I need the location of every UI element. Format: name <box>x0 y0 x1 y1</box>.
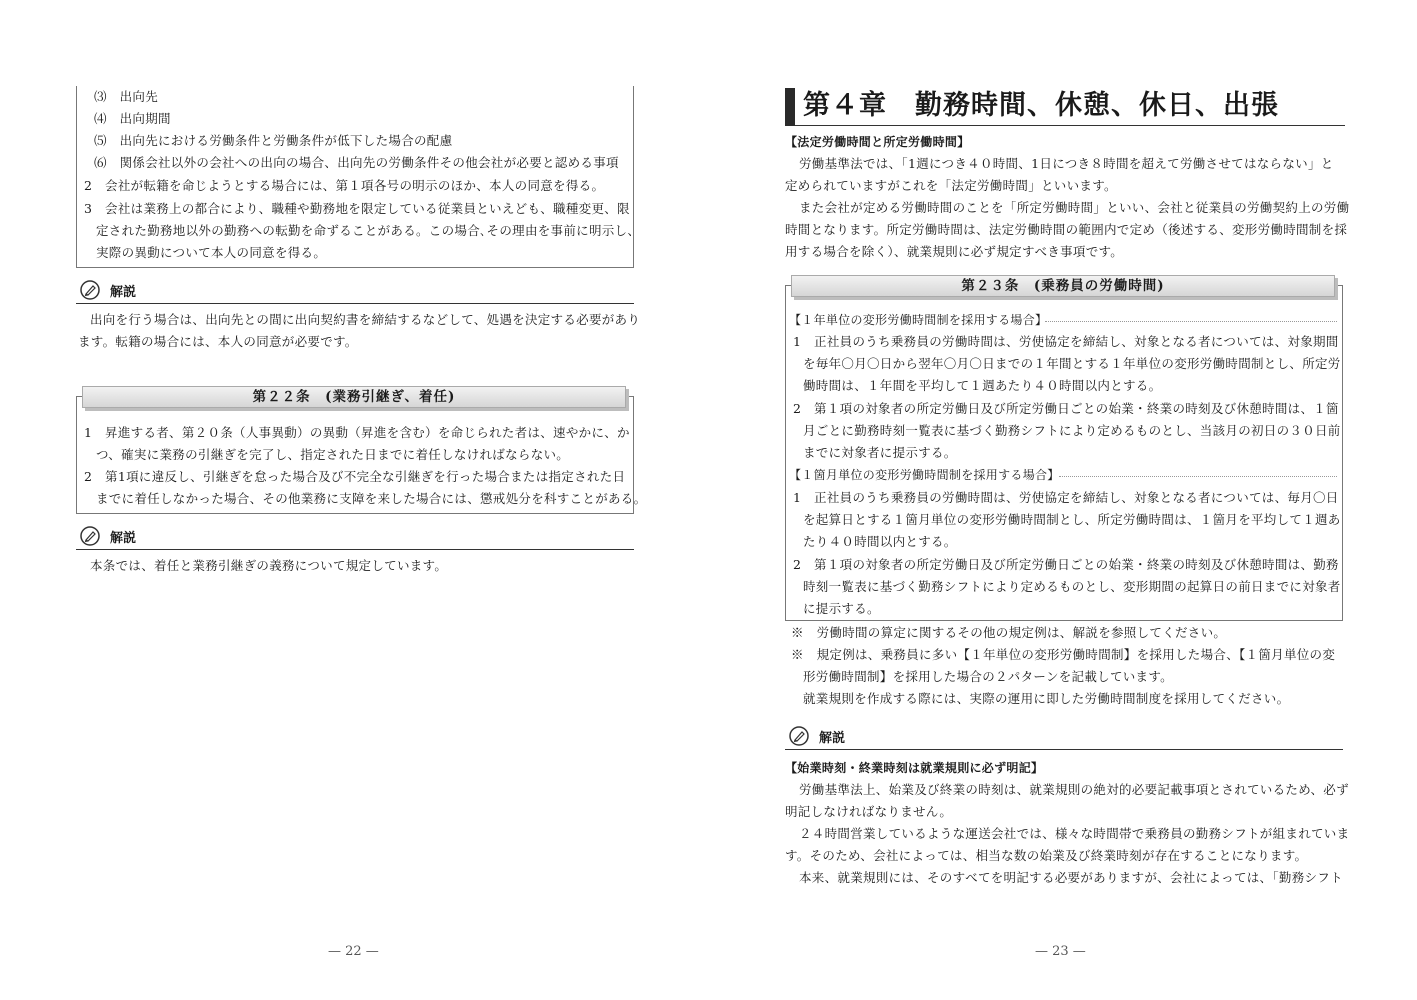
variant-rule <box>1059 476 1337 477</box>
section-text: 定められていますがこれを「法定労働時間」といいます。 <box>785 178 1117 193</box>
page-number: — 22 — <box>328 944 379 959</box>
variant-item: たり４０時間以内とする。 <box>803 534 957 549</box>
chapter-heading <box>785 88 1345 126</box>
frame-item: ⑹ 関係会社以外の会社への出向の場合、出向先の労働条件その他会社が必要と認める事項 <box>94 155 619 170</box>
kaisetsu-text: 出向を行う場合は、出向先との間に出向契約書を締結するなどして、処遇を決定する必要があり <box>90 312 641 327</box>
frame-item: ⑸ 出向先における労働条件と労働条件が低下した場合の配慮 <box>94 133 453 148</box>
frame-item: ⑷ 出向期間 <box>94 111 171 126</box>
variant-item: を毎年〇月〇日から翌年〇月〇日までの１年間とする１年単位の変形労働時間制とし、所定労 <box>803 356 1341 371</box>
kaisetsu-text: 本条では、着任と業務引継ぎの義務について規定しています。 <box>90 558 448 573</box>
kaisetsu-text: ます。転籍の場合には、本人の同意が必要です。 <box>78 334 358 349</box>
section-text: 時間となります。所定労働時間は、法定労働時間の範囲内で定め（後述する、変形労働時間制を採 <box>785 222 1348 237</box>
article22-item: つ、確実に業務の引継ぎを完了し、指定された日までに着任しなければならない。 <box>96 447 570 462</box>
section-heading: 【法定労働時間と所定労働時間】 <box>785 135 970 149</box>
variant-item: までに対象者に提示する。 <box>803 445 957 460</box>
variant-item: に提示する。 <box>803 601 880 616</box>
section-text: 明記しなければなりません。 <box>785 804 953 819</box>
page-number: — 23 — <box>1035 944 1086 959</box>
section-heading: 【始業時刻・終業時刻は就業規則に必ず明記】 <box>785 761 1044 775</box>
frame-item: 定された勤務地以外の勤務への転勤を命ずることがある。この場合､その理由を事前に明示し、 <box>96 223 641 238</box>
note: 就業規則を作成する際には、実際の運用に即した労働時間制度を採用してください。 <box>803 691 1290 706</box>
frame-item: 2 会社が転籍を命じようとする場合には、第１項各号の明示のほか、本人の同意を得る。 <box>84 178 605 193</box>
kaisetsu-label: 解説 <box>110 531 137 546</box>
article22-item: までに着任しなかった場合、その他業務に支障を来した場合には、懲戒処分を科すことがある。 <box>96 491 647 506</box>
section-text: ２４時間営業しているような運送会社では、様々な時間帯で乗務員の勤務シフトが組まれていま <box>799 826 1350 841</box>
pen-circle-icon <box>80 280 100 300</box>
section-text: また会社が定める労働時間のことを「所定労働時間」といい、会社と従業員の労働契約上の労働 <box>799 200 1350 215</box>
variant-heading: 【１箇月単位の変形労働時間制を採用する場合】 <box>789 468 1060 482</box>
variant-rule <box>1045 321 1337 322</box>
note: ※ 規定例は、乗務員に多い【１年単位の変形労働時間制】を採用した場合、【１箇月単位の変 <box>791 647 1336 662</box>
section-text: 用する場合を除く）、就業規則に必ず規定すべき事項です。 <box>785 244 1124 259</box>
variant-item: 2 第１項の対象者の所定労働日及び所定労働日ごとの始業・終業の時刻及び休憩時間は、１箇 <box>793 401 1339 416</box>
chapter-bar <box>785 88 795 126</box>
pen-circle-icon <box>789 726 809 746</box>
variant-item: を起算日とする１箇月単位の変形労働時間制とし、所定労働時間は、１箇月を平均して１週あ <box>803 512 1341 527</box>
variant-item: 働時間は、１年間を平均して１週あたり４０時間以内とする。 <box>803 378 1162 393</box>
variant-item: 月ごとに勤務時刻一覧表に基づく勤務シフトにより定めるものとし、当該月の初日の３０日前 <box>803 423 1341 438</box>
variant-item: 1 正社員のうち乗務員の労働時間は、労使協定を締結し、対象となる者については、対象期間 <box>793 334 1339 349</box>
kaisetsu-header-3 <box>785 724 1343 750</box>
note: ※ 労働時間の算定に関するその他の規定例は、解説を参照してください。 <box>791 625 1227 640</box>
kaisetsu-label: 解説 <box>819 731 846 746</box>
frame-item: ⑶ 出向先 <box>94 89 159 104</box>
variant-heading: 【１年単位の変形労働時間制を採用する場合】 <box>789 313 1048 327</box>
article22-item: 2 第1項に違反し、引継ぎを怠った場合及び不完全な引継ぎを行った場合または指定された日 <box>84 469 626 484</box>
kaisetsu-label: 解説 <box>110 285 137 300</box>
section-text: 労働基準法では、「1週につき４０時間、1日につき８時間を超えて労働させてはならない」と <box>799 156 1334 171</box>
left-page <box>0 0 708 1000</box>
article23-title: 第２３条 (乗務員の労働時間) <box>791 275 1335 297</box>
frame-item: 実際の異動について本人の同意を得る。 <box>96 245 327 260</box>
article22-item: 1 昇進する者、第２０条（人事異動）の異動（昇進を含む）を命じられた者は、速やかに、か <box>84 425 630 440</box>
kaisetsu-header-2 <box>76 524 634 550</box>
frame-item: 3 会社は業務上の都合により、職種や勤務地を限定している従業員といえども、職種変更、限 <box>84 201 630 216</box>
kaisetsu-header-1 <box>76 278 634 304</box>
variant-item: 2 第１項の対象者の所定労働日及び所定労働日ごとの始業・終業の時刻及び休憩時間は、勤務 <box>793 557 1339 572</box>
note: 形労働時間制】を採用した場合の２パターンを記載しています。 <box>803 669 1173 684</box>
section-text: 本来、就業規則には、そのすべてを明記する必要がありますが、会社によっては、「勤務シフト <box>799 870 1343 885</box>
article22-title: 第２２条 (業務引継ぎ、着任) <box>82 386 626 408</box>
right-page <box>709 0 1417 1000</box>
variant-item: 時刻一覧表に基づく勤務シフトにより定めるものとし、変形期間の起算日の前日までに対象者 <box>803 579 1341 594</box>
chapter-title: 第４章 勤務時間、休憩、休日、出張 <box>803 90 1279 121</box>
section-text: 労働基準法上、始業及び終業の時刻は、就業規則の絶対的必要記載事項とされているため、必ず <box>799 782 1349 797</box>
section-text: す。そのため、会社によっては、相当な数の始業及び終業時刻が存在することになります。 <box>785 848 1308 863</box>
pen-circle-icon <box>80 526 100 546</box>
variant-item: 1 正社員のうち乗務員の労働時間は、労使協定を締結し、対象となる者については、毎月〇日 <box>793 490 1339 505</box>
